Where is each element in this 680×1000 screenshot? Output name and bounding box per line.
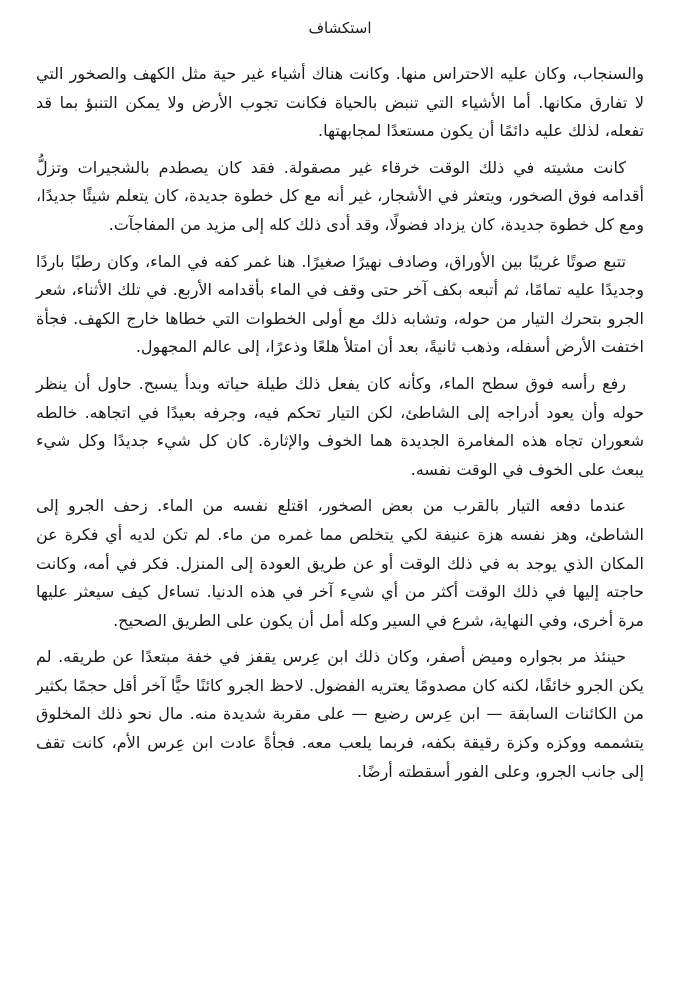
paragraph-1: والسنجاب، وكان عليه الاحتراس منها. وكانت هناك أشياء غير حية مثل الكهف والصخور التي لا تفارق مكانها. أما الأشياء التي تنبض بالحياة فكانت تجوب الأرض ولا يمكن التنبؤ بما قد تفعله، لذلك عليه دائمًا أن يكون مستعدًا لمجابهتها.	[36, 64, 644, 141]
body-text	[36, 60, 644, 786]
paragraph-3: تتبع صوتًا غريبًا بين الأوراق، وصادف نهيرًا صغيرًا. هنا غمر كفه في الماء، وكان رطبًا باردًا وجديدًا عليه تمامًا، ثم أتبعه بكف آخر حتى وقف في الماء بأقدامه الأربع. في تلك الأثناء، شعر الجرو بتحرك التيار من حوله، وتشابه ذلك مع أولى الخطوات التي خطاها خارج الكهف. فجأة اختفت الأرض أسفله، وذهب ثانيةً، بعد أن امتلأ هلعًا وذعرًا، إلى عالم المجهول.	[36, 251, 644, 357]
running-head: استكشاف	[308, 19, 372, 37]
paragraph-5: عندما دفعه التيار بالقرب من بعض الصخور، اقتلع نفسه من الماء. زحف الجرو إلى الشاطئ، وهز نفسه هزة عنيفة لكي يتخلص مما غمره من ماء. لم تكن لديه أي فكرة عن المكان الذي يوجد به في ذلك الوقت أو عن طريق العودة إلى المنزل. فكر في أمه، وكانت حاجته إليها في ذلك الوقت أكثر من أي شيء آخر في هذه الدنيا. تساءل كيف سيعثر عليها مرة أخرى، وفي النهاية، شرع في السير وكله أمل أن يكون على الطريق الصحيح.	[36, 496, 644, 630]
paragraph-2: كانت مشيته في ذلك الوقت خرقاء غير مصقولة. فقد كان يصطدم بالشجيرات وتزلُّ أقدامه فوق الصخور، ويتعثر في الأشجار، غير أنه مع كل خطوة جديدة، كان يتعلم شيئًا جديدًا، ومع كل خطوة جديدة، كان يزداد فضولًا، وقد أدى ذلك كله إلى مزيد من المفاجآت.	[36, 157, 644, 234]
paragraph-4: رفع رأسه فوق سطح الماء، وكأنه كان يفعل ذلك طيلة حياته وبدأ يسبح. حاول أن ينظر حوله وأن يعود أدراجه إلى الشاطئ، لكن التيار تحكم فيه، وجرفه بعيدًا في اتجاهه. خالطه شعوران تجاه هذه المغامرة الجديدة هما الخوف والإثارة. كان كل شيء جديدًا وكل شيء يبعث على الخوف في الوقت نفسه.	[36, 373, 644, 479]
paragraph-6: حينئذ مر بجواره وميض أصفر، وكان ذلك ابن عِرس يقفز في خفة مبتعدًا عن طريقه. لم يكن الجرو خائفًا، لكنه كان مصدومًا يعتريه الفضول. لاحظ الجرو كائنًا حيًّا آخر أقل حجمًا بكثير من الكائنات السابقة — ابن عِرس رضيع — على مقربة شديدة منه. مال نحو ذلك المخلوق يتشممه ووكزه وكزة رقيقة بكفه، فربما يلعب معه. فجأةً عادت ابن عِرس الأم، كانت تقف إلى جانب الجرو، وعلى الفور أسقطته أرضًا.	[36, 647, 644, 781]
